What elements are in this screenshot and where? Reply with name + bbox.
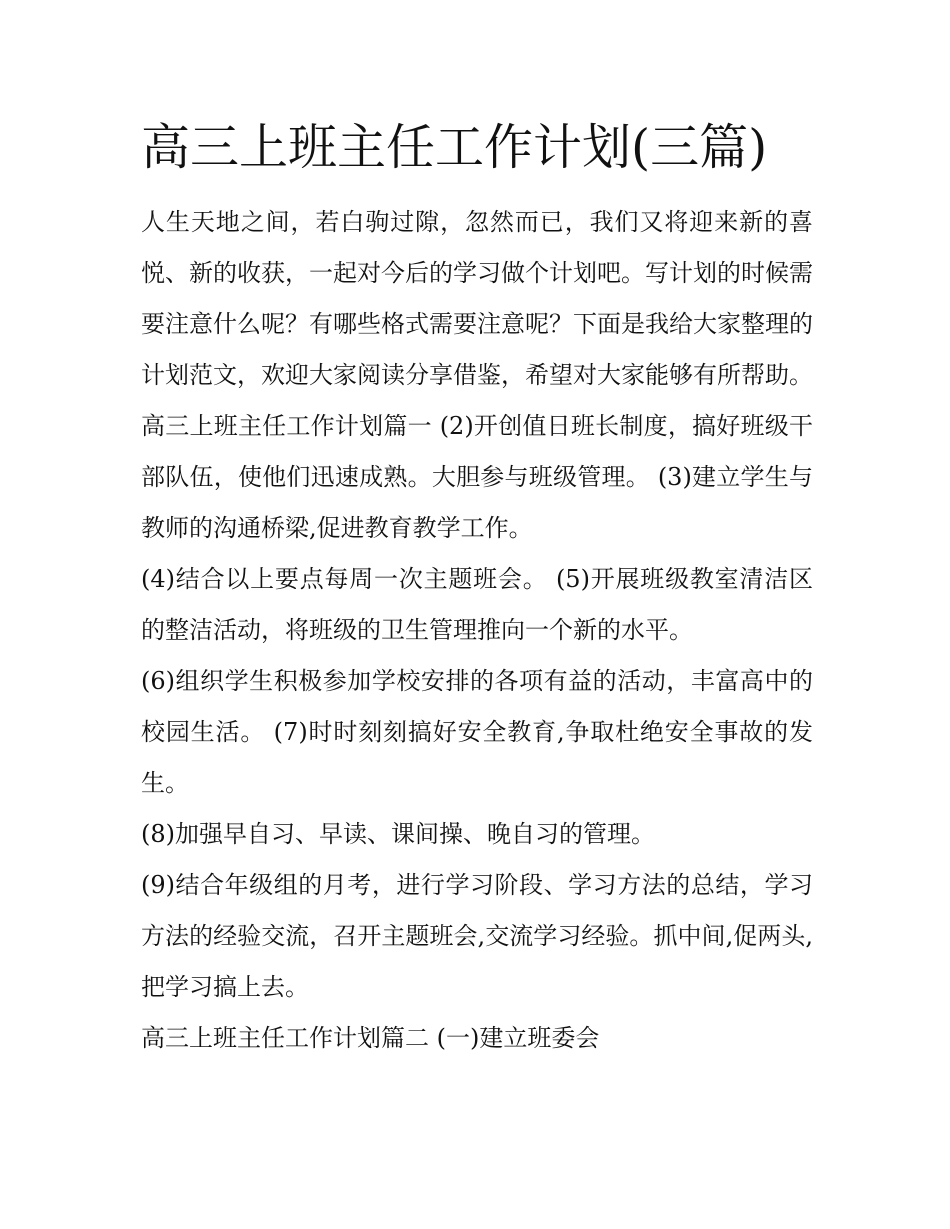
- intro-paragraph: 人生天地之间，若白驹过隙，忽然而已，我们又将迎来新的喜悦、新的收获，一起对今后的学习做个计划吧。写计划的时候需要注意什么呢？有哪些格式需要注意呢？下面是我给大家整理的计划范文，欢迎大家阅读分享借鉴，希望对大家能够有所帮助。: [141, 208, 813, 389]
- plan-item-6-7-paragraph: (6)组织学生积极参加学校安排的各项有益的活动，丰富高中的校园生活。 (7)时时刻刻搞好安全教育,争取杜绝安全事故的发生。: [141, 667, 813, 797]
- document-body: [141, 112, 813, 1064]
- plan-item-9-paragraph: (9)结合年级组的月考，进行学习阶段、学习方法的总结，学习方法的经验交流，召开主题班会,交流学习经验。抓中间,促两头,把学习搞上去。: [141, 871, 813, 1001]
- plan-item-8-paragraph: (8)加强早自习、早读、课间操、晚自习的管理。: [141, 820, 655, 848]
- plan-item-4-5-paragraph: (4)结合以上要点每周一次主题班会。 (5)开展班级教室清洁区的整洁活动，将班级的卫生管理推向一个新的水平。: [141, 565, 813, 644]
- plan-one-paragraph: 高三上班主任工作计划篇一 (2)开创值日班长制度，搞好班级干部队伍，使他们迅速成熟。大胆参与班级管理。 (3)建立学生与教师的沟通桥梁,促进教育教学工作。: [141, 412, 813, 542]
- plan-two-heading-paragraph: 高三上班主任工作计划篇二 (一)建立班委会: [141, 1024, 600, 1052]
- document-title: 高三上班主任工作计划(三篇): [141, 119, 768, 176]
